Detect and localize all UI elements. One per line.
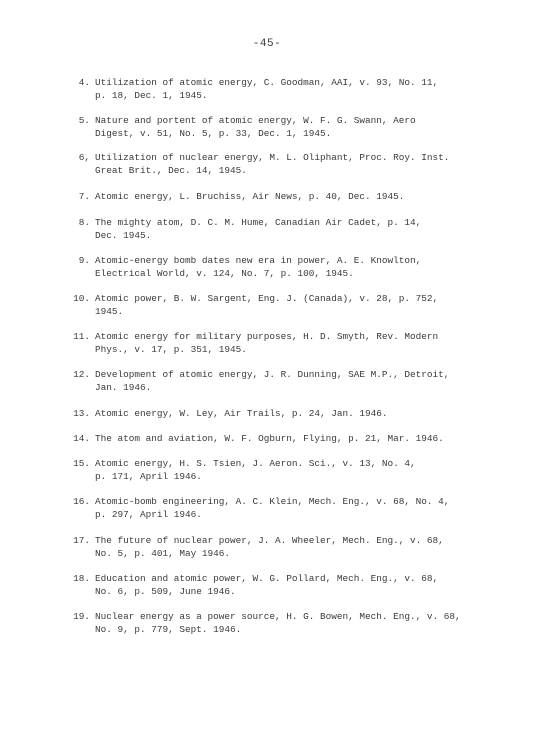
reference-number: 9.	[78, 255, 90, 266]
reference-line: Electrical World, v. 124, No. 7, p. 100, 1945.	[95, 268, 354, 279]
reference-line: Phys., v. 17, p. 351, 1945.	[95, 344, 247, 355]
reference-number: 12.	[73, 369, 90, 380]
reference-line: Atomic energy, W. Ley, Air Trails, p. 24, Jan. 1946.	[95, 408, 388, 419]
reference-line: Education and atomic power, W. G. Pollard, Mech. Eng., v. 68,	[95, 573, 439, 584]
reference-line: 1945.	[95, 306, 124, 317]
reference-line: Atomic energy, L. Bruchiss, Air News, p. 40, Dec. 1945.	[95, 191, 405, 202]
reference-number: 5.	[78, 115, 90, 126]
reference-line: p. 297, April 1946.	[95, 509, 202, 520]
reference-line: Atomic energy for military purposes, H. D. Smyth, Rev. Modern	[95, 331, 439, 342]
reference-line: Development of atomic energy, J. R. Dunning, SAE M.P., Detroit,	[95, 369, 450, 380]
reference-line: Atomic power, B. W. Sargent, Eng. J. (Canada), v. 28, p. 752,	[95, 293, 439, 304]
reference-line: The future of nuclear power, J. A. Wheeler, Mech. Eng., v. 68,	[95, 535, 444, 546]
reference-number: 13.	[73, 408, 90, 419]
reference-number: 10.	[73, 293, 90, 304]
reference-item	[0, 368, 534, 394]
reference-item	[0, 216, 534, 242]
reference-item	[0, 610, 534, 636]
reference-item	[0, 407, 534, 420]
reference-number: 8.	[78, 217, 90, 228]
reference-number: 19.	[73, 611, 90, 622]
reference-number: 15.	[73, 458, 90, 469]
reference-item	[0, 114, 534, 140]
reference-line: Jan. 1946.	[95, 382, 152, 393]
reference-item	[0, 432, 534, 445]
reference-number: 16.	[73, 496, 90, 507]
reference-item	[0, 457, 534, 483]
reference-line: Atomic energy, H. S. Tsien, J. Aeron. Sci., v. 13, No. 4,	[95, 458, 416, 469]
reference-item	[0, 572, 534, 598]
reference-line: The atom and aviation, W. F. Ogburn, Flying, p. 21, Mar. 1946.	[95, 433, 444, 444]
reference-line: Nuclear energy as a power source, H. G. Bowen, Mech. Eng., v. 68,	[95, 611, 461, 622]
reference-line: Digest, v. 51, No. 5, p. 33, Dec. 1, 1945.	[95, 128, 332, 139]
reference-number: 14.	[73, 433, 90, 444]
reference-number: 11.	[73, 331, 90, 342]
reference-item	[0, 190, 534, 203]
reference-item	[0, 495, 534, 521]
reference-number: 6,	[78, 152, 90, 163]
reference-line: No. 9, p. 779, Sept. 1946.	[95, 624, 242, 635]
reference-number: 7.	[78, 191, 90, 202]
reference-number: 4.	[78, 77, 90, 88]
reference-line: No. 5, p. 401, May 1946.	[95, 548, 231, 559]
reference-item	[0, 151, 534, 177]
reference-line: p. 18, Dec. 1, 1945.	[95, 90, 208, 101]
reference-item	[0, 330, 534, 356]
reference-line: Atomic-bomb engineering, A. C. Klein, Mech. Eng., v. 68, No. 4,	[95, 496, 450, 507]
reference-number: 18.	[73, 573, 90, 584]
reference-line: The mighty atom, D. C. M. Hume, Canadian Air Cadet, p. 14,	[95, 217, 422, 228]
reference-line: Atomic-energy bomb dates new era in power, A. E. Knowlton,	[95, 255, 422, 266]
reference-item	[0, 534, 534, 560]
reference-line: Great Brit., Dec. 14, 1945.	[95, 165, 247, 176]
reference-item	[0, 254, 534, 280]
reference-line: p. 171, April 1946.	[95, 471, 202, 482]
reference-line: No. 6, p. 509, June 1946.	[95, 586, 236, 597]
reference-line: Nature and portent of atomic energy, W. F. G. Swann, Aero	[95, 115, 416, 126]
reference-number: 17.	[73, 535, 90, 546]
reference-line: Dec. 1945.	[95, 230, 152, 241]
reference-item	[0, 76, 534, 102]
page-number: -45-	[252, 38, 282, 50]
reference-list	[0, 76, 534, 636]
reference-line: Utilization of nuclear energy, M. L. Oliphant, Proc. Roy. Inst.	[95, 152, 450, 163]
reference-line: Utilization of atomic energy, C. Goodman, AAI, v. 93, No. 11,	[95, 77, 439, 88]
reference-item	[0, 292, 534, 318]
